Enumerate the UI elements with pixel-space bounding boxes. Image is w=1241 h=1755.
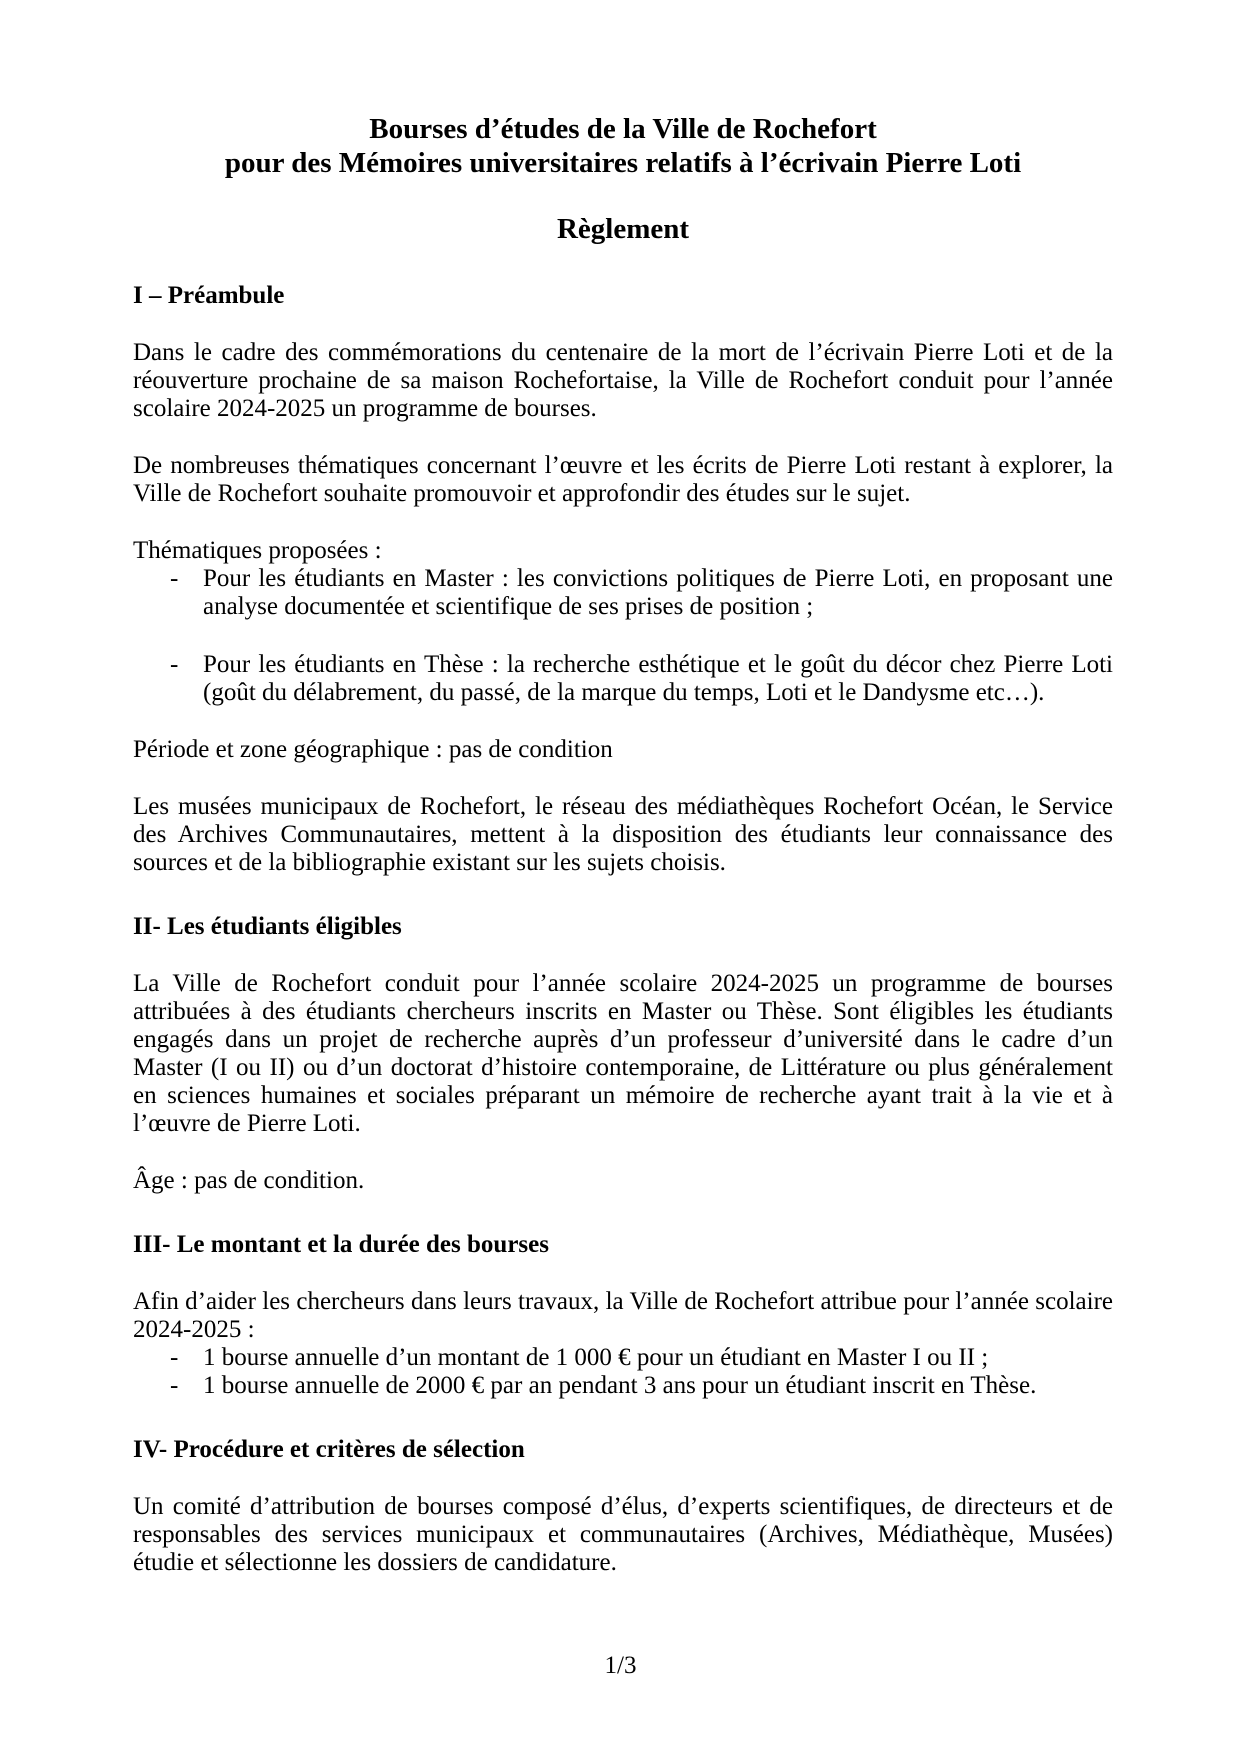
list-item-bourse-these bbox=[133, 1372, 1113, 1400]
section-heading-etudiants-eligibles: II- Les étudiants éligibles bbox=[133, 913, 402, 940]
bullet-dash: - bbox=[170, 651, 179, 678]
paragraph-eligibles: La Ville de Rochefort conduit pour l’année scolaire 2024-2025 un programme de bourses attribuées à des étudiants chercheurs inscrits en Master ou Thèse. Sont éligibles les étudiants engagés dans un projet de recherche auprès d’un professeur d’université dans le cadre d’un Master (I ou II) ou d’un doctorat d’histoire contemporaine, de Littérature ou plus généralement en sciences humaines et sociales préparant un mémoire de recherche ayant trait à la vie et à l’œuvre de Pierre Loti. bbox=[133, 970, 1113, 1137]
section-heading-preambule: I – Préambule bbox=[133, 282, 285, 309]
paragraph-musees: Les musées municipaux de Rochefort, le réseau des médiathèques Rochefort Océan, le Service des Archives Communautaires, mettent à la disposition des étudiants leur connaissance des sources et de la bibliographie existant sur les sujets choisis. bbox=[133, 793, 1113, 876]
page-number: 1/3 bbox=[604, 1652, 637, 1679]
paragraph-age: Âge : pas de condition. bbox=[133, 1167, 365, 1194]
bullet-dash: - bbox=[170, 1372, 179, 1399]
paragraph-periode-zone: Période et zone géographique : pas de condition bbox=[133, 736, 613, 763]
list-item-master bbox=[133, 565, 1113, 621]
paragraph-thematiques-label: Thématiques proposées : bbox=[133, 537, 382, 564]
list-item-text: Pour les étudiants en Master : les convictions politiques de Pierre Loti, en proposant une analyse documentée et scientifique de ses prises de position ; bbox=[203, 565, 1113, 620]
bullet-list-bourses bbox=[133, 1344, 1113, 1400]
document-subtitle: Règlement bbox=[556, 213, 690, 245]
list-item-bourse-master bbox=[133, 1344, 1113, 1372]
section-heading-montant-duree: III- Le montant et la durée des bourses bbox=[133, 1231, 549, 1258]
list-item-text: 1 bourse annuelle de 2000 € par an pendant 3 ans pour un étudiant inscrit en Thèse. bbox=[203, 1372, 1037, 1399]
list-item-text: Pour les étudiants en Thèse : la recherche esthétique et le goût du décor chez Pierre Loti (goût du délabrement, du passé, de la marque du temps, Loti et le Dandysme etc…). bbox=[203, 651, 1113, 706]
bullet-dash: - bbox=[170, 1344, 179, 1371]
list-item-these bbox=[133, 651, 1113, 707]
paragraph-afin-aider: Afin d’aider les chercheurs dans leurs travaux, la Ville de Rochefort attribue pour l’année scolaire 2024-2025 : bbox=[133, 1288, 1113, 1343]
document-title-line-1: Bourses d’études de la Ville de Rochefort bbox=[369, 113, 877, 145]
document-title-line-2: pour des Mémoires universitaires relatifs à l’écrivain Pierre Loti bbox=[224, 147, 1022, 179]
bullet-dash: - bbox=[170, 565, 179, 592]
list-item-text: 1 bourse annuelle d’un montant de 1 000 € pour un étudiant en Master I ou II ; bbox=[203, 1344, 989, 1371]
bullet-list-thematiques bbox=[133, 565, 1113, 707]
paragraph-preambule-2: De nombreuses thématiques concernant l’œuvre et les écrits de Pierre Loti restant à explorer, la Ville de Rochefort souhaite promouvoir et approfondir des études sur le sujet. bbox=[133, 452, 1113, 507]
section-heading-procedure-selection: IV- Procédure et critères de sélection bbox=[133, 1436, 525, 1463]
paragraph-preambule-1: Dans le cadre des commémorations du centenaire de la mort de l’écrivain Pierre Loti et de la réouverture prochaine de sa maison Rochefortaise, la Ville de Rochefort conduit pour l’année scolaire 2024-2025 un programme de bourses. bbox=[133, 339, 1113, 422]
paragraph-comite: Un comité d’attribution de bourses composé d’élus, d’experts scientifiques, de directeurs et de responsables des services municipaux et communautaires (Archives, Médiathèque, Musées) étudie et sélectionne les dossiers de candidature. bbox=[133, 1493, 1113, 1576]
